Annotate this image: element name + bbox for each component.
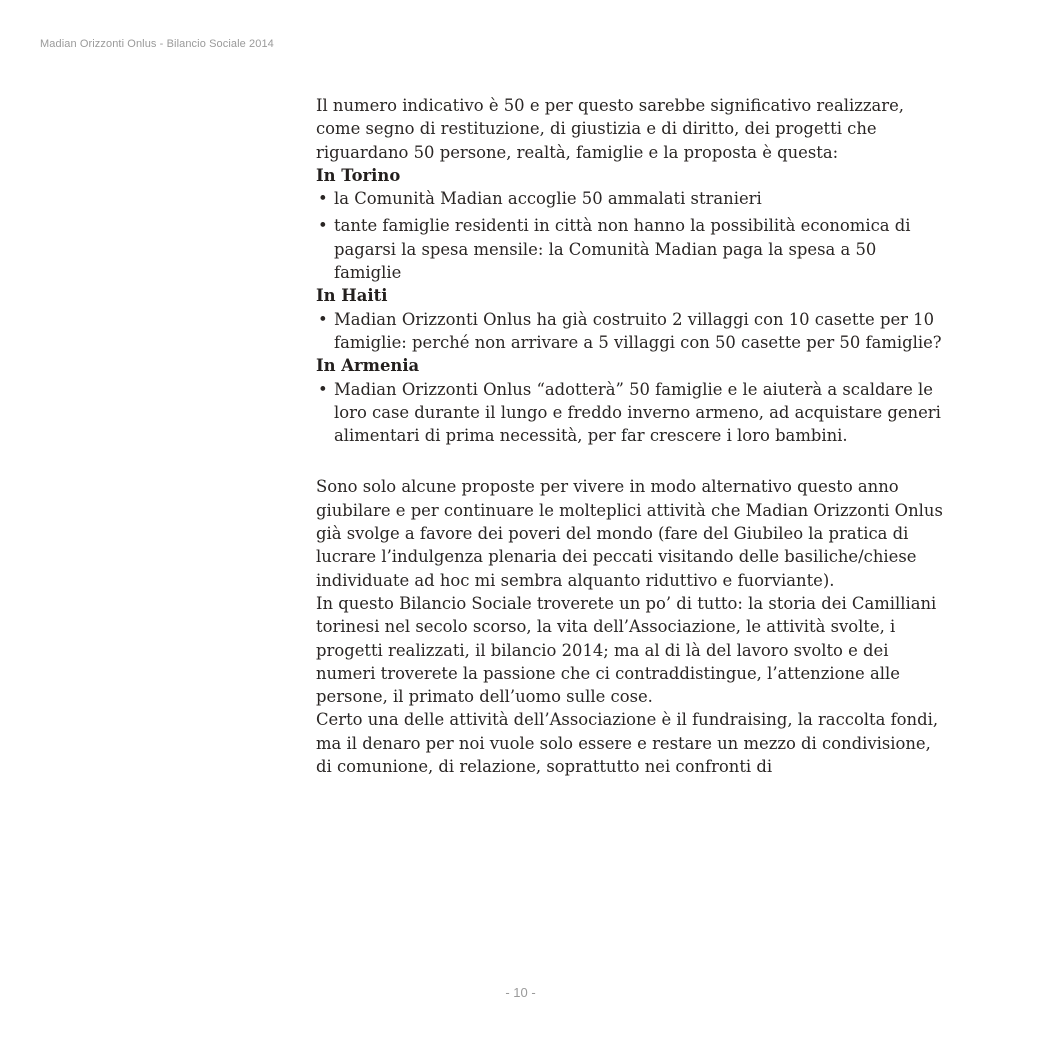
list-item-text: tante famiglie residenti in città non hanno la possibilità economica di pagarsi la spesa mensile: la Comunità Madian paga la spesa a 50 famiglie bbox=[334, 216, 911, 283]
list-item-text: la Comunità Madian accoglie 50 ammalati stranieri bbox=[334, 189, 762, 209]
list-item bbox=[316, 378, 944, 448]
closing-paragraph: Sono solo alcune proposte per vivere in modo alternativo questo anno giubilare e per continuare le molteplici attività che Madian Orizzonti Onlus già svolge a favore dei poveri del mondo (fare del Giubileo la pratica di lucrare l’indulgenza plenaria dei peccati visitando delle basiliche/chiese individuate ad hoc mi sembra alquanto riduttivo e fuorviante). bbox=[316, 477, 943, 590]
page-number: - 10 - bbox=[505, 985, 536, 1000]
running-header: Madian Orizzonti Onlus - Bilancio Sociale 2014 bbox=[40, 38, 274, 50]
section-haiti bbox=[316, 284, 944, 354]
intro-paragraph: Il numero indicativo è 50 e per questo sarebbe significativo realizzare, come segno di restituzione, di giustizia e di diritto, dei progetti che riguardano 50 persone, realtà, famiglie e la proposta è questa: bbox=[316, 96, 904, 162]
list-item-text: Madian Orizzonti Onlus “adotterà” 50 famiglie e le aiuterà a scaldare le loro case durante il lungo e freddo inverno armeno, ad acquistare generi alimentari di prima necessità, per far crescere i loro bambini. bbox=[334, 379, 941, 446]
closing-paragraph: In questo Bilancio Sociale troverete un po’ di tutto: la storia dei Camilliani torinesi nel secolo scorso, la vita dell’Associazione, le attività svolte, i progetti realizzati, il bilancio 2014; ma al di là del lavoro svolto e dei numeri troverete la passione che ci contraddistingue, l’attenzione alle persone, il primato dell’uomo sulle cose. bbox=[316, 593, 937, 707]
section-torino bbox=[316, 164, 944, 284]
bullet-list bbox=[316, 378, 944, 448]
bullet-icon: • bbox=[318, 379, 328, 399]
closing-paragraph: Certo una delle attività dell’Associazione è il fundraising, la raccolta fondi, ma il denaro per noi vuole solo essere e restare un mezzo di condivisione, di comunione, di relazione, soprattutto nei confronti di bbox=[316, 710, 939, 777]
section-heading: In Haiti bbox=[316, 286, 388, 306]
list-item bbox=[316, 308, 944, 355]
page-content bbox=[316, 94, 944, 778]
bullet-icon: • bbox=[318, 309, 328, 329]
list-item-text: Madian Orizzonti Onlus ha già costruito 2 villaggi con 10 casette per 10 famiglie: perché non arrivare a 5 villaggi con 50 casette per 50 famiglie? bbox=[334, 309, 942, 352]
list-item bbox=[316, 187, 944, 210]
list-item bbox=[316, 214, 944, 284]
bullet-list bbox=[316, 187, 944, 284]
section-heading: In Armenia bbox=[316, 356, 420, 376]
bullet-icon: • bbox=[318, 216, 328, 236]
bullet-list bbox=[316, 308, 944, 355]
section-armenia bbox=[316, 354, 944, 447]
bullet-icon: • bbox=[318, 189, 328, 209]
section-heading: In Torino bbox=[316, 165, 401, 185]
